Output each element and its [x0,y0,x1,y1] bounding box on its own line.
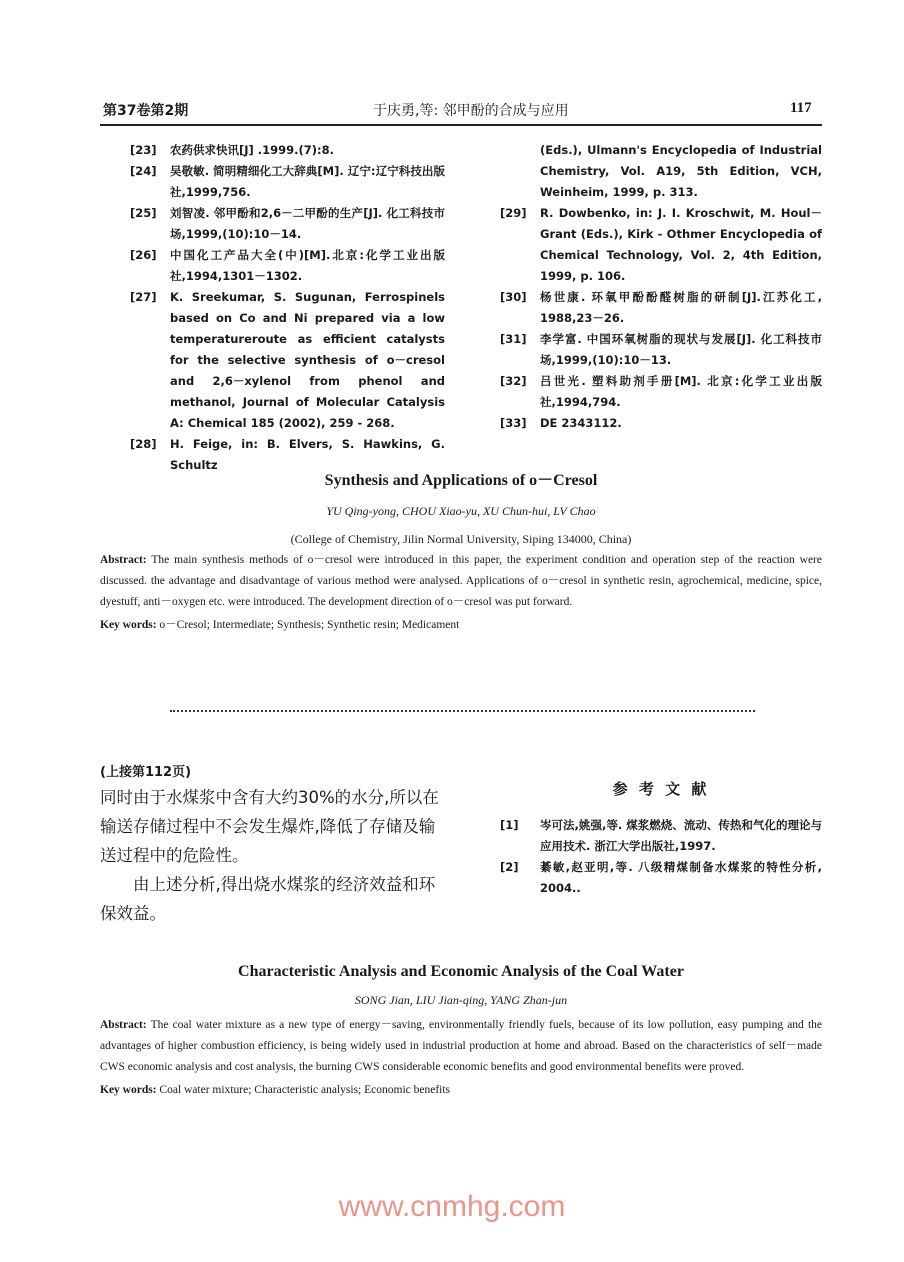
reference-item [130,161,445,203]
reference-text: 吴敬敏. 简明精细化工大辞典[M]. 辽宁:辽宁科技出版社,1999,756. [170,164,445,199]
reference-number: [31] [500,332,527,346]
references-2 [500,815,822,899]
reference-item [500,329,822,371]
reference-item [130,203,445,245]
reference-item [130,140,445,161]
reference-item [500,815,822,857]
reference-text: 杨世康. 环氧甲酚酚醛树脂的研制[J].江苏化工, 1988,23－26. [540,290,822,325]
reference-text: H. Feige, in: B. Elvers, S. Hawkins, G. Schultz [170,437,445,472]
reference-item [500,287,822,329]
abstract-text: The main synthesis methods of o－cresol were introduced in this paper, the experiment condition and operation step of the reaction were discussed. the advantage and disadvantage of various method were analysed. Applications of o－cresol in synthetic resin, agrochemical, medicine, spice, dyestuff, anti－oxygen etc. were introduced. The development direction of o－cresol was put forward. [100,554,822,608]
reference-item [500,203,822,287]
abstract-label: Abstract: [100,554,147,566]
reference-item [500,371,822,413]
article1-authors: YU Qing-yong, CHOU Xiao-yu, XU Chun-hui, LV Chao [326,504,596,518]
reference-number [500,140,540,203]
reference-number: [2] [500,860,519,874]
article2-title: Characteristic Analysis and Economic Analysis of the Coal Water [238,963,684,980]
continuation [100,763,445,928]
article1 [100,470,822,636]
reference-item [130,287,445,434]
reference-item [500,140,822,203]
reference-number: [30] [500,290,527,304]
reference-number: [29] [500,206,527,220]
reference-number: [1] [500,818,519,832]
references-right-column [500,140,822,434]
continuation-para-2: 由上述分析,得出烧水煤浆的经济效益和环保效益。 [100,875,436,923]
article2-abstract [100,1015,822,1078]
reference-text: DE 2343112. [540,416,622,430]
watermark: www.cnmhg.com [338,1190,566,1223]
reference-number: [23] [130,143,157,157]
article1-abstract [100,550,822,613]
article2-keywords [100,1080,822,1101]
reference-item [130,245,445,287]
reference-number: [32] [500,374,527,388]
reference-text: 中国化工产品大全(中)[M].北京:化学工业出版社,1994,1301－1302. [170,248,445,283]
reference-number: [25] [130,206,157,220]
reference-text: 李学富. 中国环氧树脂的现状与发展[J]. 化工科技市场,1999,(10):10－13. [540,332,822,367]
reference-text: 吕世光. 塑料助剂手册[M]. 北京:化学工业出版社,1994,794. [540,374,822,409]
keywords-label: Key words: [100,1084,157,1096]
page-number: 117 [790,100,812,116]
continuation-note: (上接第112页) [100,765,192,780]
header-rule [100,124,822,126]
references-left-column [130,140,445,476]
article2-authors: SONG Jian, LIU Jian-qing, YANG Zhan-jun [354,993,568,1007]
reference-number: [28] [130,437,157,451]
reference-text: R. Dowbenko, in: J. I. Kroschwit, M. Houl－Grant (Eds.), Kirk - Othmer Encyclopedia of Chemical Technology, Vol. 2, 4th Edition, 1999, p. 106. [540,206,822,283]
abstract-text: The coal water mixture as a new type of energy－saving, environmentally friendly fuels, because of its low pollution, easy pumping and the advantages of higher combustion efficiency, is being widely used in industrial production at home and abroad. Based on the characteristics of self－made CWS economic analysis and cost analysis, the burning CWS considerable economic benefits and good environmental benefits were proved. [100,1019,822,1073]
references-heading: 参 考 文 献 [612,780,710,798]
keywords-label: Key words: [100,619,157,631]
section-divider [170,704,755,712]
reference-item [500,857,822,899]
reference-text: 綦敏,赵亚明,等. 八级精煤制备水煤浆的特性分析, 2004.. [540,860,822,895]
issue-label: 第37卷第2期 [103,103,189,119]
running-title: 于庆勇,等: 邻甲酚的合成与应用 [373,103,569,119]
reference-text: (Eds.), Ulmann's Encyclopedia of Industrial Chemistry, Vol. A19, 5th Edition, VCH, Weinheim, 1999, p. 313. [540,143,822,199]
reference-text: K. Sreekumar, S. Sugunan, Ferrospinels based on Co and Ni prepared via a low temperatureroute as efficient catalysts for the selective synthesis of o－cresol and 2,6－xylenol from phenol and methanol, Journal of Molecular Catalysis A: Chemical 185 (2002), 259 - 268. [170,290,445,430]
references-2-section [500,778,822,899]
keywords-text: o－Cresol; Intermediate; Synthesis; Synthetic resin; Medicament [159,619,460,631]
reference-item [500,413,822,434]
reference-text: 刘智凌. 邻甲酚和2,6－二甲酚的生产[J]. 化工科技市场,1999,(10):10－14. [170,206,445,241]
article2 [100,961,822,1101]
reference-text: 岑可法,姚强,等. 煤浆燃烧、流动、传热和气化的理论与应用技术. 浙江大学出版社,1997. [540,818,822,853]
reference-number: [27] [130,290,157,304]
article1-affiliation: (College of Chemistry, Jilin Normal University, Siping 134000, China) [290,532,632,546]
reference-text: 农药供求快讯[J] .1999.(7):8. [170,143,335,157]
continuation-para-1: 同时由于水煤浆中含有大约30%的水分,所以在输送存储过程中不会发生爆炸,降低了存储及输送过程中的危险性。 [100,788,439,865]
article1-title: Synthesis and Applications of o－Cresol [324,472,598,489]
keywords-text: Coal water mixture; Characteristic analysis; Economic benefits [159,1084,451,1096]
reference-number: [26] [130,248,157,262]
reference-number: [24] [130,164,157,178]
article1-keywords [100,615,822,636]
abstract-label: Abstract: [100,1019,147,1031]
reference-number: [33] [500,416,527,430]
